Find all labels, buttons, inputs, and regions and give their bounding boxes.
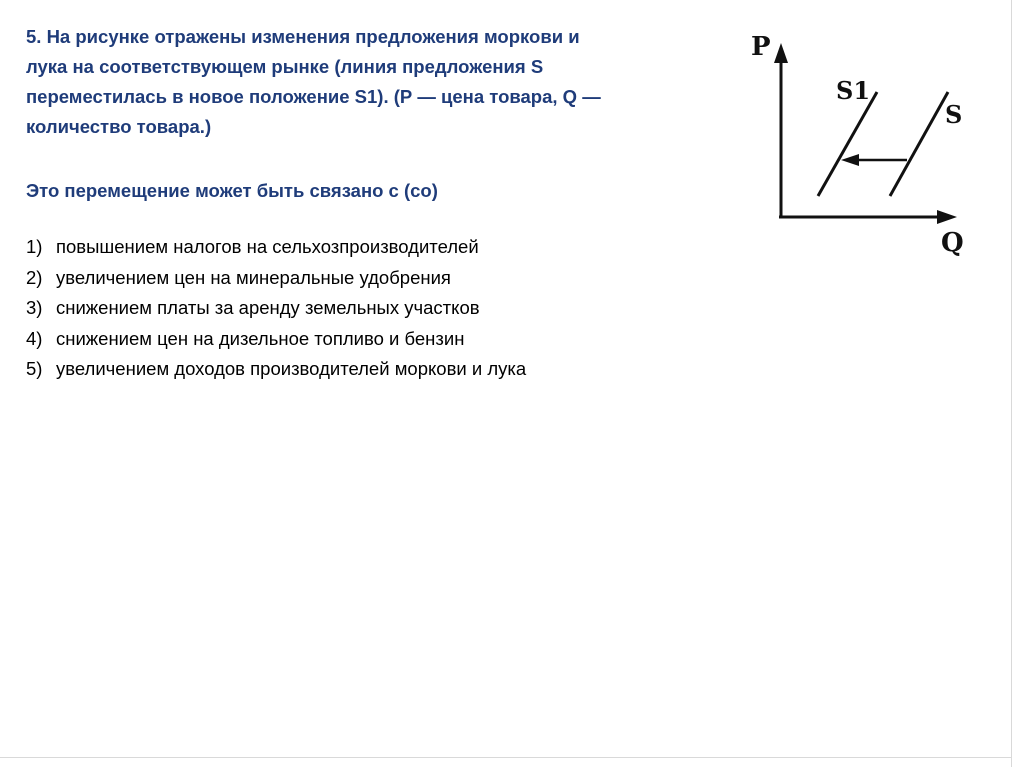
- answer-option-3[interactable]: [26, 293, 526, 324]
- question-line: 5. На рисунке отражены изменения предложения моркови и: [26, 26, 580, 47]
- question-prompt: Это перемещение может быть связано с (со): [26, 180, 438, 201]
- supply-label-s: S: [945, 100, 963, 129]
- y-axis-label: P: [751, 32, 771, 62]
- answer-option-4[interactable]: [26, 324, 526, 355]
- y-axis-arrow-icon: [774, 43, 788, 63]
- x-axis-arrow-icon: [937, 210, 957, 224]
- option-number: 3): [26, 297, 43, 318]
- option-text: снижением цен на дизельное топливо и бензин: [56, 327, 465, 349]
- supply-curve-s: [890, 92, 948, 196]
- supply-shift-graph: [745, 15, 985, 265]
- answer-option-2[interactable]: [26, 263, 526, 294]
- supply-curve-s1: [818, 92, 877, 196]
- question-line: количество товара.): [26, 116, 212, 137]
- slide-border-bottom: [0, 757, 1011, 758]
- option-text: увеличением цен на минеральные удобрения: [56, 266, 451, 288]
- answer-option-1[interactable]: [26, 232, 526, 263]
- x-axis-label: Q: [941, 228, 964, 258]
- option-text: повышением налогов на сельхозпроизводителей: [56, 236, 479, 257]
- answer-option-5[interactable]: [26, 354, 526, 385]
- question-line: лука на соответствующем рынке (линия предложения S: [26, 56, 544, 77]
- option-number: 1): [26, 236, 43, 257]
- option-text: снижением платы за аренду земельных участков: [56, 297, 480, 318]
- option-text: увеличением доходов производителей моркови и лука: [56, 358, 527, 379]
- option-number: 5): [26, 358, 43, 379]
- question-text: [26, 22, 746, 142]
- shift-arrow-head-icon: [841, 154, 859, 166]
- answer-options-list: [26, 232, 526, 385]
- option-number: 2): [26, 266, 43, 288]
- option-number: 4): [26, 327, 43, 349]
- question-line: переместилась в новое положение S1). (Р — цена товара, Q —: [26, 86, 601, 107]
- supply-label-s1: S1: [836, 76, 871, 105]
- slide-border-right: [1011, 0, 1012, 767]
